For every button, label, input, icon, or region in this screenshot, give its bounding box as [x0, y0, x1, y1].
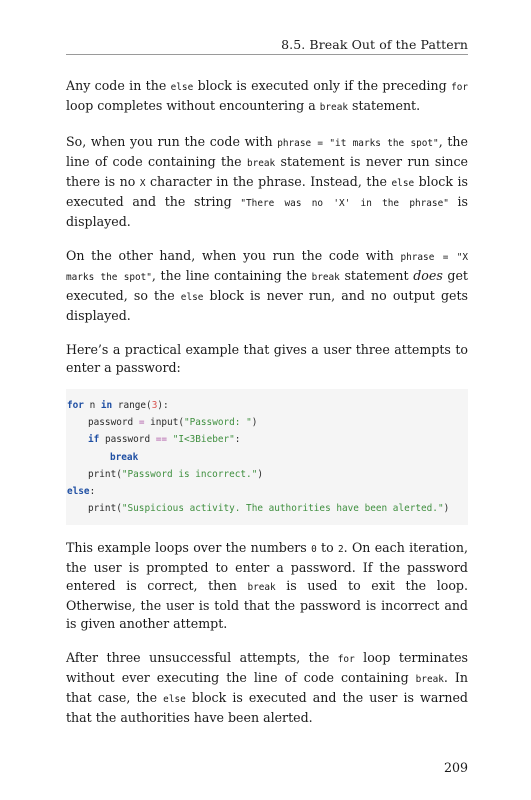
inline-code: break — [246, 158, 276, 169]
inline-code: for — [337, 654, 355, 666]
inline-code: phrase = "X marks the spot" — [66, 252, 468, 283]
book-page — [66, 0, 468, 800]
inline-code: "There was no 'X' in the phrase" — [240, 198, 449, 209]
paragraph-with-x: On the other hand, when you run the code with phrase = "X marks the spot", the line containing the break statement does get executed, so the else block is never run, and no output gets displayed. — [66, 248, 468, 323]
paragraph-no-x: So, when you run the code with phrase = "it marks the spot", the line of code containing the break statement is never run since there is no X character in the phrase. Instead, the else block is executed and the string "There was no 'X' in the phrase" is displayed. — [66, 134, 469, 229]
inline-code: break — [319, 102, 348, 113]
header-rule — [66, 54, 468, 55]
inline-code: break — [415, 674, 444, 686]
code-line: for n in range(3): — [67, 400, 169, 411]
inline-code: 2 — [338, 544, 344, 556]
inline-code: X — [139, 178, 146, 189]
inline-code: else — [391, 178, 415, 189]
emphasis: does — [413, 268, 443, 283]
running-header: 8.5. Break Out of the Pattern — [281, 37, 468, 52]
inline-code: 0 — [311, 544, 317, 556]
paragraph-loop-explanation: This example loops over the numbers 0 to 2. On each iteration, the user is prompted to enter a password. If the password entered is correct, then break is used to exit the loop. Otherwise, the user is told that the password is incorrect and is given another attempt. — [66, 540, 468, 632]
inline-code: else — [170, 82, 194, 93]
inline-code: break — [247, 582, 276, 594]
code-line: print("Password is incorrect.") — [88, 468, 263, 480]
page-number: 209 — [443, 760, 468, 775]
code-line: password = input("Password: ") — [88, 417, 258, 429]
code-line: else: — [67, 485, 96, 497]
code-line: print("Suspicious activity. The authorities have been alerted.") — [88, 503, 450, 515]
inline-code: phrase = "it marks the spot" — [277, 138, 439, 149]
code-block — [66, 389, 468, 525]
inline-code: break — [311, 272, 340, 283]
code-line: break — [110, 451, 139, 463]
page-body — [66, 77, 468, 743]
paragraph-unsuccessful-attempts: After three unsuccessful attempts, the for loop terminates without ever executing the line of code containing break. In that case, the else block is executed and the user is warned that the authorities have been alerted. — [66, 650, 468, 726]
code-line: if password == "I<3Bieber": — [88, 434, 241, 446]
paragraph-practical-example: Here’s a practical example that gives a user three attempts to enter a password: — [66, 342, 468, 375]
inline-code: for — [451, 82, 468, 93]
inline-code: else — [180, 292, 204, 303]
paragraph-else-block: Any code in the else block is executed only if the preceding for loop completes without encountering a break statement. — [66, 78, 468, 113]
inline-code: else — [163, 694, 186, 706]
